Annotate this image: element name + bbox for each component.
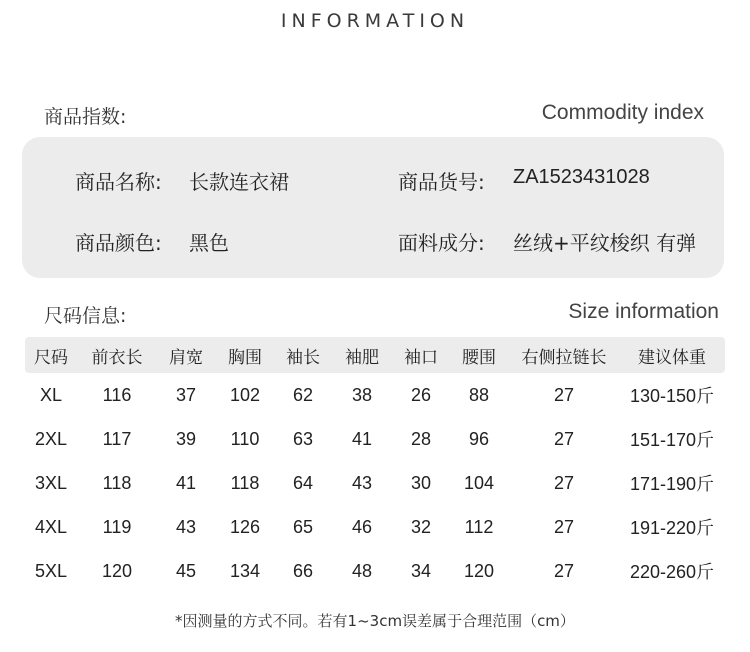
- commodity-info-box: [22, 137, 724, 278]
- cell-weight: 171-190斤: [629, 474, 715, 494]
- product-color-label: 商品颜色:: [75, 231, 162, 255]
- cell-sleeve-width: 43: [351, 472, 373, 493]
- fabric-label: 面料成分:: [398, 231, 485, 255]
- size-table-header: [25, 337, 725, 373]
- cell-sleeve-width: 46: [351, 516, 373, 537]
- cell-weight: 151-170斤: [629, 430, 715, 450]
- size-info-label-en: Size information: [568, 300, 719, 323]
- cell-waist: 120: [463, 560, 495, 581]
- commodity-index-label: 商品指数:: [44, 106, 127, 128]
- cell-weight: 191-220斤: [629, 518, 715, 538]
- cell-front-length: 119: [102, 516, 132, 537]
- cell-zipper-length: 27: [553, 472, 575, 493]
- measurement-note: *因测量的方式不同。若有1~3cm误差属于合理范围（cm）: [175, 612, 575, 630]
- cell-front-length: 116: [102, 384, 132, 405]
- size-info-label: 尺码信息:: [44, 305, 127, 327]
- cell-chest: 118: [230, 472, 260, 493]
- cell-weight: 220-260斤: [629, 562, 715, 582]
- cell-sleeve-width: 41: [351, 428, 373, 449]
- header-chest: 胸围: [228, 347, 262, 368]
- product-sku-label: 商品货号:: [398, 170, 485, 194]
- product-name-value: 长款连衣裙: [189, 170, 289, 194]
- header-weight: 建议体重: [638, 347, 706, 368]
- cell-shoulder: 41: [175, 472, 197, 493]
- table-row: [25, 461, 725, 505]
- cell-shoulder: 45: [175, 560, 197, 581]
- cell-zipper-length: 27: [553, 560, 575, 581]
- fabric-value: 丝绒+平纹梭织 有弹: [513, 231, 697, 255]
- cell-front-length: 117: [102, 428, 132, 449]
- cell-shoulder: 43: [175, 516, 197, 537]
- cell-cuff: 28: [410, 428, 432, 449]
- header-front-length: 前衣长: [91, 347, 143, 368]
- header-sleeve-width: 袖肥: [345, 347, 379, 368]
- cell-size: XL: [39, 384, 63, 405]
- cell-front-length: 120: [101, 560, 133, 581]
- cell-shoulder: 37: [175, 384, 197, 405]
- cell-sleeve-length: 63: [292, 428, 314, 449]
- cell-size: 4XL: [34, 516, 68, 537]
- header-sleeve-length: 袖长: [286, 347, 320, 368]
- header-zipper-length: 右侧拉链长: [521, 347, 607, 368]
- cell-cuff: 34: [410, 560, 432, 581]
- cell-sleeve-length: 66: [292, 560, 314, 581]
- cell-size: 2XL: [34, 428, 68, 449]
- cell-chest: 126: [229, 516, 261, 537]
- header-size: 尺码: [34, 347, 68, 368]
- cell-chest: 102: [229, 384, 261, 405]
- product-name-label: 商品名称:: [75, 170, 162, 194]
- cell-waist: 104: [463, 472, 495, 493]
- header-waist: 腰围: [462, 347, 496, 368]
- cell-cuff: 32: [410, 516, 432, 537]
- cell-chest: 110: [230, 428, 260, 449]
- header-shoulder: 肩宽: [169, 347, 203, 368]
- cell-waist: 112: [464, 516, 494, 537]
- commodity-index-label-en: Commodity index: [541, 101, 704, 124]
- table-row: [25, 505, 725, 549]
- product-color-value: 黑色: [189, 231, 229, 255]
- cell-zipper-length: 27: [553, 384, 575, 405]
- cell-chest: 134: [229, 560, 261, 581]
- cell-waist: 96: [468, 428, 490, 449]
- cell-sleeve-length: 65: [292, 516, 314, 537]
- cell-sleeve-width: 48: [351, 560, 373, 581]
- table-row: [25, 549, 725, 593]
- cell-zipper-length: 27: [553, 428, 575, 449]
- cell-weight: 130-150斤: [629, 386, 715, 406]
- cell-zipper-length: 27: [553, 516, 575, 537]
- cell-front-length: 118: [102, 472, 132, 493]
- product-sku-value: ZA1523431028: [513, 166, 650, 188]
- table-row: [25, 417, 725, 461]
- size-table: [25, 337, 725, 593]
- cell-sleeve-length: 62: [292, 384, 314, 405]
- cell-cuff: 30: [410, 472, 432, 493]
- cell-waist: 88: [468, 384, 490, 405]
- page-heading: INFORMATION: [280, 10, 470, 32]
- cell-size: 3XL: [34, 472, 68, 493]
- cell-shoulder: 39: [175, 428, 197, 449]
- cell-cuff: 26: [410, 384, 432, 405]
- cell-sleeve-width: 38: [351, 384, 373, 405]
- header-cuff: 袖口: [404, 347, 438, 368]
- cell-sleeve-length: 64: [292, 472, 314, 493]
- cell-size: 5XL: [34, 560, 68, 581]
- table-row: [25, 373, 725, 417]
